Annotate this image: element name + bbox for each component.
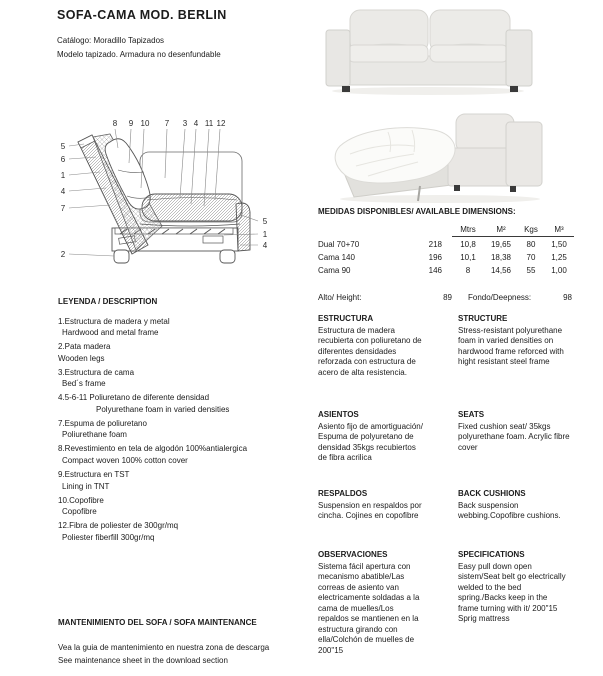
arm-right [506, 30, 532, 86]
sofa-foot [510, 86, 518, 92]
estructura-body: Estructura de madera recubierta con poliuretano de diferentes densidades reforzada con estructura de acero de alta resistencia. [318, 325, 422, 377]
sofa-foot [342, 86, 350, 92]
height-label: Alto/ Height: [318, 293, 362, 302]
cell-mtrs: 8 [465, 266, 471, 275]
callout-11: 11 [204, 119, 214, 128]
back-cushions-title: BACK CUSHIONS [458, 489, 526, 498]
row-name: Dual 70+70 [318, 240, 360, 249]
legend-en: Poliester fiberfill 300gr/mq [62, 532, 155, 542]
callout-7l: 7 [60, 204, 66, 213]
depth-value: 98 [563, 293, 572, 302]
row-name: Cama 140 [318, 253, 355, 262]
estructura-title: ESTRUCTURA [318, 314, 374, 323]
row-size: 218 [428, 240, 442, 249]
legend-item [58, 392, 314, 415]
callout-1l: 1 [60, 171, 66, 180]
specifications-title: SPECIFICATIONS [458, 550, 525, 559]
callout-4: 4 [193, 119, 199, 128]
chair-back-cushion [456, 114, 514, 152]
chair-foot [510, 186, 516, 192]
legend-en: Wooden legs [58, 353, 105, 363]
page-title: SOFA-CAMA MOD. BERLIN [57, 8, 227, 22]
legend-item [58, 520, 314, 543]
maintenance-heading: MANTENIMIENTO DEL SOFA / SOFA MAINTENANCE [58, 618, 257, 627]
cell-m3: 1,50 [551, 240, 567, 249]
cell-mtrs: 10,8 [460, 240, 476, 249]
row-name: Cama 90 [318, 266, 351, 275]
wooden-leg-right [220, 250, 235, 263]
asientos-body: Asiento fijo de amortiguación/ Espuma de polyuretano de densidad 35kgs recubiertos de fibra acrilica [318, 421, 423, 462]
callout-12: 12 [216, 119, 226, 128]
legend-en: Hardwood and metal frame [62, 328, 159, 337]
legend-en: Compact woven 100% cotton cover [62, 455, 188, 465]
legend-es: 3.Estructura de cama [58, 367, 135, 377]
section-respaldos [318, 489, 590, 522]
cell-mtrs: 10,1 [460, 253, 476, 262]
cell-kgs: 70 [526, 253, 536, 262]
catalog-line: Catálogo: Moradillo Tapizados [57, 36, 165, 45]
legend-section [58, 296, 314, 546]
chair-foot [454, 185, 460, 191]
legend-es: 4.5-6-11 Poliuretano de diferente densidad [58, 393, 210, 403]
cell-m3: 1,00 [551, 266, 567, 275]
table-header-row [318, 223, 574, 238]
seat-cushion-left [348, 45, 428, 62]
callout-3: 3 [182, 119, 188, 128]
callout-2l: 2 [60, 250, 66, 259]
callout-10: 10 [140, 119, 150, 128]
row-size: 146 [428, 266, 442, 275]
maintenance-section [58, 616, 269, 667]
section-asientos [318, 410, 590, 464]
cell-kgs: 80 [526, 240, 536, 249]
legend-es: 7.Espuma de poliuretano [58, 418, 147, 428]
section-estructura [318, 314, 590, 378]
legend-en: Bed´s frame [62, 379, 106, 389]
legend-es: 10.Copofibre [58, 495, 104, 505]
callout-1r: 1 [262, 230, 268, 239]
callout-7: 7 [164, 119, 170, 128]
cross-section-diagram [48, 108, 278, 276]
legend-item [58, 367, 314, 390]
col-mtrs: Mtrs [460, 224, 476, 234]
callout-5l: 5 [60, 142, 66, 151]
legend-en: Lining in TNT [62, 481, 110, 491]
cell-m2: 18,38 [490, 253, 512, 262]
seats-body: Fixed cushion seat/ 35kgs polyurethane foam. Acrylic fibre cover [458, 421, 570, 452]
callout-4l: 4 [60, 187, 66, 196]
back-cushions-body: Back suspension webbing.Copofibre cushions. [458, 500, 561, 520]
observaciones-body: Sistema fácil apertura con mecanismo abatible/Las correas de asiento van electricamente soldadas a la cama de muelles/Los repaldos se mantienen en la estructura girando con ella/Colchón de muelles de 200"15 [318, 561, 420, 655]
legend-heading: LEYENDA / DESCRIPTION [58, 297, 158, 306]
chair-arm [506, 122, 542, 186]
legend-item [58, 341, 314, 364]
callout-5r: 5 [262, 217, 268, 226]
legend-en: Copofibre [62, 507, 97, 517]
structure-body: Stress-resistant polyurethane foam in varied densities on hardwood frame reforced with hight resistant steel frame [458, 325, 564, 366]
legend-es: 8.Revestimiento en tela de algodón 100%antialergica [58, 444, 248, 454]
legend-item [58, 495, 314, 518]
legend-item [58, 418, 314, 441]
legend-es: 2.Pata madera [58, 342, 111, 352]
callout-9: 9 [128, 119, 134, 128]
callout-8: 8 [112, 119, 118, 128]
section-observaciones [318, 550, 590, 656]
row-size: 196 [428, 253, 442, 262]
legend-item [58, 316, 314, 339]
depth-label: Fondo/Deepness: [468, 293, 532, 302]
legend-en: Poliurethane foam [62, 430, 127, 440]
arm-left [326, 30, 350, 86]
front-rail [236, 203, 250, 251]
base-detail-right [203, 236, 223, 243]
asientos-title: ASIENTOS [318, 410, 359, 419]
respaldos-title: RESPALDOS [318, 489, 368, 498]
col-m3: M³ [554, 224, 564, 234]
structure-title: STRUCTURE [458, 314, 508, 323]
table-row [318, 238, 574, 251]
callout-4r: 4 [262, 241, 268, 250]
wooden-leg-left [114, 250, 129, 263]
legend-item [58, 443, 314, 466]
col-m2: M² [496, 224, 506, 234]
observaciones-title: OBSERVACIONES [318, 550, 388, 559]
legend-item [58, 469, 314, 492]
height-value: 89 [443, 293, 452, 302]
table-row [318, 264, 574, 277]
legend-es: 12.Fibra de poliester de 300gr/mq [58, 521, 179, 531]
table-row [318, 251, 574, 264]
legend-en: Polyurethane foam in varied densities [96, 404, 230, 414]
dimensions-table [318, 207, 574, 277]
seat-cushion-right [430, 45, 508, 62]
height-depth-line [318, 293, 580, 302]
cell-kgs: 55 [526, 266, 536, 275]
callout-6l: 6 [60, 155, 66, 164]
dimensions-heading: MEDIDAS DISPONIBLES/ AVAILABLE DIMENSIONS: [318, 207, 516, 216]
cell-m2: 19,65 [490, 240, 512, 249]
legend-es: 1.Estructura de madera y metal [58, 316, 170, 326]
sofabed-open-photo [328, 100, 553, 206]
cell-m3: 1,25 [551, 253, 567, 262]
col-kgs: Kgs [524, 224, 538, 234]
specifications-body: Easy pull down open sistem/Seat belt go electrically welded to the bed spring./Backs keep in the frame turning with it/ 200"15 Sprig mattress [458, 561, 566, 623]
respaldos-body: Suspension en respaldos por cincha. Cojines en copofibre [318, 500, 422, 520]
sofa-closed-photo [312, 2, 544, 98]
cell-m2: 14,56 [490, 266, 512, 275]
model-line: Modelo tapizado. Armadura no desenfundable [57, 50, 221, 59]
seat-cushion-section [142, 194, 242, 221]
maintenance-line-es: Vea la guia de mantenimiento en nuestra zona de descarga [58, 643, 270, 652]
seats-title: SEATS [458, 410, 485, 419]
legend-es: 9.Estructura en TST [58, 470, 130, 480]
maintenance-line-en: See maintenance sheet in the download section [58, 656, 228, 665]
